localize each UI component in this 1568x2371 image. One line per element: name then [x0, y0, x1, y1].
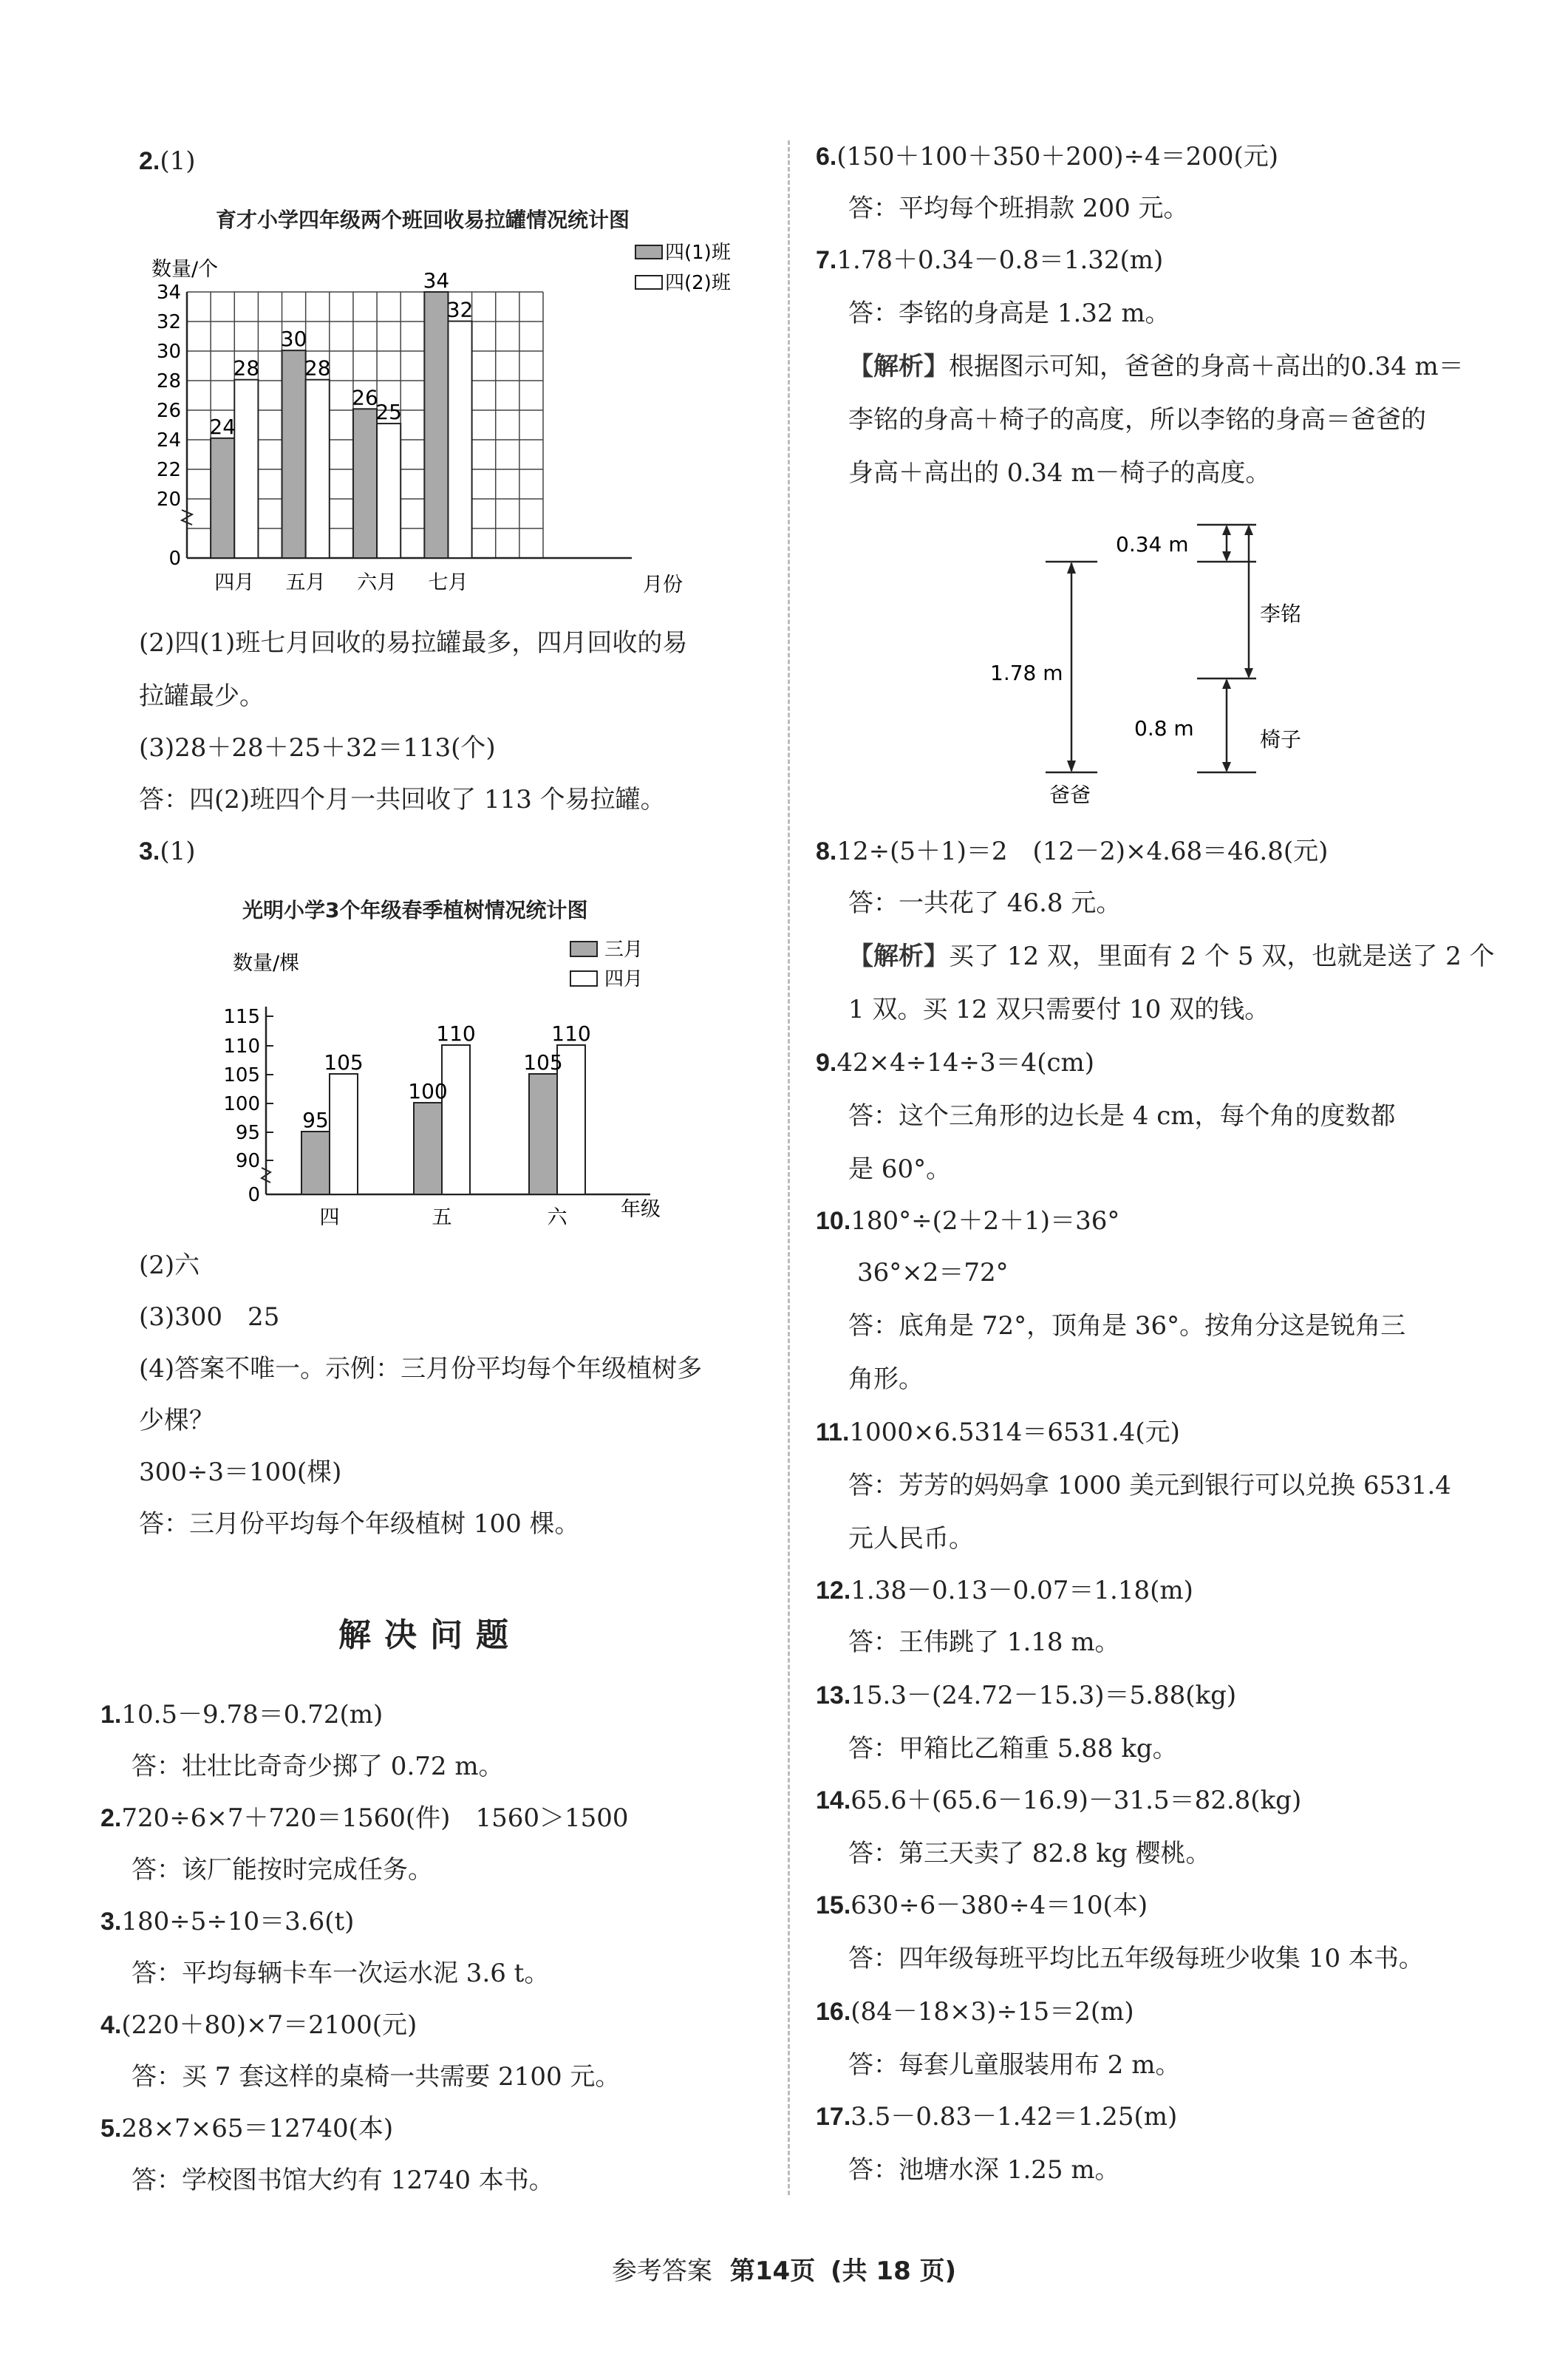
- q16-answer: 答：每套儿童服装用布 2 m。: [848, 2050, 1181, 2080]
- q7-analysis-line2: 李铭的身高＋椅子的高度，所以李铭的身高＝爸爸的: [848, 405, 1426, 435]
- left-item-2-number: 2.: [100, 1804, 122, 1832]
- q8-calc-text: 12÷(5＋1)＝2 (12－2)×4.68＝46.8(元): [836, 837, 1329, 866]
- q3-answer: 答：三月份平均每个年级植树 100 棵。: [139, 1509, 580, 1539]
- q9-calc: [816, 1047, 1094, 1079]
- q11-answer-line2: 元人民币。: [848, 1524, 974, 1554]
- chart1-x-tick-label: 五月: [285, 571, 326, 594]
- left-item-4-calc: [100, 2009, 417, 2041]
- chart1-data-label: 32: [446, 297, 474, 322]
- section-title-solve-problems: 解决问题: [338, 1616, 522, 1654]
- chart1-y-axis-label: 数量/个: [151, 258, 219, 281]
- left-item-4-answer: 答：买 7 套这样的桌椅一共需要 2100 元。: [132, 2062, 621, 2092]
- chart2-axis-break: [262, 1168, 270, 1183]
- height-diagram: [975, 517, 1345, 813]
- chart1-bar-class1: [211, 438, 234, 558]
- chart2-bar-march: [529, 1074, 557, 1194]
- q7-number: 7.: [816, 246, 837, 274]
- chart2-title: 光明小学3个年级春季植树情况统计图: [242, 898, 588, 922]
- chart1-x-axis-label: 月份: [643, 574, 683, 596]
- chart2-data-label: 100: [408, 1079, 448, 1103]
- chart2-bar-march: [414, 1103, 442, 1194]
- chart2-plot: [222, 924, 695, 1234]
- dad-label: 爸爸: [1049, 783, 1091, 807]
- chart2-x-tick-label: 四: [319, 1206, 340, 1229]
- q12-calc: [816, 1574, 1193, 1607]
- q6-answer: 答：平均每个班捐款 200 元。: [848, 194, 1189, 223]
- chart2-y-axis-label: 数量/棵: [233, 952, 300, 975]
- chart2-x-tick-label: 五: [432, 1206, 452, 1229]
- q9-answer-line2: 是 60°。: [848, 1154, 952, 1184]
- q16-calc-text: (84－18×3)÷15＝2(m): [851, 1997, 1134, 2027]
- chart2-y-tick-label: 105: [223, 1064, 260, 1086]
- chart2-legend-label-2: 四月: [604, 968, 644, 990]
- chart1-data-label: 26: [352, 385, 378, 410]
- chart2-y-tick-label: 0: [248, 1184, 260, 1206]
- chart2-y-tick-label: 90: [235, 1150, 260, 1172]
- li-ming-label: 李铭: [1260, 602, 1302, 626]
- chart1-bar-class2: [448, 322, 471, 558]
- left-item-2-calc-text: 720÷6×7＋720＝1560(件) 1560＞1500: [121, 1803, 629, 1833]
- q3-number: 3.: [139, 837, 160, 865]
- q3-part4-line1: (4)答案不唯一。示例：三月份平均每个年级植树多: [139, 1354, 703, 1384]
- q12-answer: 答：王伟跳了 1.18 m。: [848, 1627, 1120, 1657]
- chart2-y-tick-label: 95: [235, 1122, 260, 1144]
- chart1-x-tick-label: 六月: [357, 571, 398, 594]
- q9-calc-text: 42×4÷14÷3＝4(cm): [836, 1048, 1095, 1078]
- chart1-y-tick-label: 0: [168, 548, 181, 570]
- q15-answer: 答：四年级每班平均比五年级每班少收集 10 本书。: [848, 1944, 1424, 1973]
- chart2-legend-swatch-2: [570, 971, 597, 986]
- chart1-y-tick-label: 28: [156, 370, 181, 392]
- q7-answer: 答：李铭的身高是 1.32 m。: [848, 299, 1170, 328]
- chart2-legend-swatch-1: [570, 942, 597, 956]
- q6-calc-text: (150＋100＋350＋200)÷4＝200(元): [836, 142, 1279, 171]
- q7-analysis-text1: 根据图示可知，爸爸的身高＋高出的0.34 m＝: [949, 352, 1464, 381]
- chart1-y-tick-label: 30: [156, 341, 181, 363]
- chart1-x-tick-label: 四月: [214, 571, 255, 594]
- chart1-y-tick-label: 32: [156, 311, 181, 333]
- q3-part3: (3)300 25: [139, 1302, 280, 1332]
- q2-part3: (3)28＋28＋25＋32＝113(个): [139, 733, 496, 763]
- left-item-4-number: 4.: [100, 2011, 122, 2039]
- q3-part1-label: (1): [160, 837, 196, 866]
- q8-answer: 答：一共花了 46.8 元。: [848, 888, 1122, 918]
- chart1-y-tick-label: 20: [156, 489, 181, 511]
- footer-total-pages: (共 18 页): [831, 2256, 957, 2286]
- left-item-5-number: 5.: [100, 2115, 122, 2143]
- chart1-axis-break: [182, 510, 192, 525]
- q7-analysis-line3: 身高＋高出的 0.34 m－椅子的高度。: [848, 458, 1271, 488]
- q8-analysis-line1: [848, 940, 1495, 973]
- q10-calc-text: 180°÷(2＋2＋1)＝36°: [851, 1206, 1120, 1236]
- chart2-data-label: 110: [436, 1021, 476, 1046]
- q6-calc: [816, 140, 1278, 173]
- q2-header: [139, 145, 196, 177]
- chart1-bar-class2: [234, 380, 258, 558]
- q15-number: 15.: [816, 1891, 851, 1919]
- q10-calc2: 36°×2＝72°: [857, 1258, 1009, 1287]
- q11-calc: [816, 1416, 1180, 1449]
- chart2-bar-april: [330, 1074, 358, 1194]
- q13-calc: [816, 1679, 1236, 1712]
- q3-part2: (2)六: [139, 1251, 200, 1280]
- chart2-y-tick-label: 100: [223, 1093, 260, 1115]
- left-item-3-calc: [100, 1905, 354, 1938]
- chart1-bar-class2: [306, 380, 330, 558]
- chart2-data-label: 105: [324, 1050, 364, 1075]
- q6-number: 6.: [816, 143, 837, 171]
- q3-header: [139, 835, 196, 868]
- q17-calc: [816, 2100, 1177, 2133]
- left-item-1-calc: [100, 1698, 383, 1731]
- q11-number: 11.: [816, 1418, 850, 1446]
- chart1-title: 育才小学四年级两个班回收易拉罐情况统计图: [216, 208, 630, 232]
- q10-answer-line1: 答：底角是 72°，顶角是 36°。按角分这是锐角三: [848, 1311, 1406, 1341]
- left-item-3-answer: 答：平均每辆卡车一次运水泥 3.6 t。: [132, 1959, 550, 1988]
- q7-analysis-tag: 【解析】: [848, 352, 949, 381]
- chair-height-label: 0.8 m: [1134, 716, 1194, 741]
- chart1-data-label: 28: [233, 356, 260, 381]
- q8-calc: [816, 835, 1328, 868]
- footer-page-number: 第14页: [729, 2256, 816, 2286]
- q11-calc-text: 1000×6.5314＝6531.4(元): [849, 1418, 1180, 1447]
- q15-calc-text: 630÷6－380÷4＝10(本): [851, 1891, 1148, 1920]
- chart2-x-tick-label: 六: [547, 1206, 567, 1229]
- chart2-data-label: 110: [551, 1021, 591, 1046]
- q2-answer: 答：四(2)班四个月一共回收了 113 个易拉罐。: [139, 785, 666, 814]
- page-footer: [0, 2251, 1568, 2287]
- left-item-3-number: 3.: [100, 1908, 122, 1936]
- chair-label: 椅子: [1260, 727, 1302, 752]
- q13-number: 13.: [816, 1681, 851, 1710]
- chart1-bar-class1: [353, 409, 377, 558]
- chart2-y-tick-label: 110: [223, 1035, 260, 1058]
- q17-number: 17.: [816, 2103, 851, 2131]
- q15-calc: [816, 1889, 1148, 1922]
- q7-calc: [816, 244, 1163, 276]
- q8-analysis-text1: 买了 12 双，里面有 2 个 5 双，也就是送了 2 个: [949, 942, 1495, 971]
- q3-part4-line2: 少棵？: [139, 1406, 214, 1435]
- q17-calc-text: 3.5－0.83－1.42＝1.25(m): [851, 2102, 1178, 2132]
- q8-analysis-tag: 【解析】: [848, 942, 949, 971]
- chart1-legend-swatch-2: [635, 276, 662, 289]
- chart1-data-label: 28: [304, 356, 331, 381]
- dad-height-label: 1.78 m: [990, 661, 1063, 685]
- left-item-2-calc: [100, 1802, 629, 1834]
- chart1-data-label: 30: [280, 327, 307, 352]
- q9-answer-line1: 答：这个三角形的边长是 4 cm，每个角的度数都: [848, 1101, 1396, 1131]
- q3-calc: 300÷3＝100(棵): [139, 1457, 342, 1487]
- q10-calc: [816, 1205, 1119, 1237]
- q10-answer-line2: 角形。: [848, 1364, 924, 1394]
- chart2-x-axis-label: 年级: [621, 1198, 661, 1221]
- q10-number: 10.: [816, 1207, 851, 1235]
- q14-number: 14.: [816, 1786, 851, 1814]
- q2-number: 2.: [139, 147, 160, 175]
- chart1-bar-class1: [282, 350, 306, 558]
- chart2-bar-march: [301, 1132, 330, 1194]
- chart1-y-tick-label: 26: [156, 400, 181, 422]
- q14-calc-text: 65.6＋(65.6－16.9)－31.5＝82.8(kg): [851, 1786, 1302, 1815]
- q2-part2-line1: (2)四(1)班七月回收的易拉罐最多，四月回收的易: [139, 628, 688, 658]
- q17-answer: 答：池塘水深 1.25 m。: [848, 2155, 1120, 2185]
- chart1-bar-class2: [377, 423, 400, 558]
- chart1-y-tick-label: 24: [156, 429, 181, 452]
- q9-number: 9.: [816, 1049, 837, 1077]
- q7-analysis-line1: [848, 350, 1464, 383]
- chart1-y-tick-label: 22: [156, 459, 181, 481]
- q8-analysis-line2: 1 双。买 12 双只需要付 10 双的钱。: [848, 995, 1270, 1024]
- chart2-legend-label-1: 三月: [604, 939, 644, 961]
- footer-label: 参考答案: [611, 2256, 712, 2286]
- q13-calc-text: 15.3－(24.72－15.3)＝5.88(kg): [851, 1681, 1237, 1710]
- left-item-3-calc-text: 180÷5÷10＝3.6(t): [121, 1907, 355, 1936]
- chart1-legend-swatch-1: [635, 245, 662, 259]
- column-divider: [788, 140, 790, 2195]
- chart1-legend-label-2: 四(2)班: [665, 272, 731, 294]
- q16-number: 16.: [816, 1998, 851, 2026]
- left-item-1-number: 1.: [100, 1701, 122, 1729]
- chart1-data-label: 24: [209, 414, 236, 439]
- left-item-1-calc-text: 10.5－9.78＝0.72(m): [121, 1700, 384, 1729]
- chart1-data-label: 25: [375, 400, 402, 425]
- q12-calc-text: 1.38－0.13－0.07＝1.18(m): [851, 1576, 1193, 1605]
- extra-height-label: 0.34 m: [1116, 532, 1189, 557]
- chart1-plot: [133, 229, 783, 606]
- left-item-2-answer: 答：该厂能按时完成任务。: [132, 1855, 433, 1885]
- chart2-y-tick-label: 115: [223, 1006, 260, 1028]
- q14-answer: 答：第三天卖了 82.8 kg 樱桃。: [848, 1839, 1211, 1868]
- chart2-data-label: 95: [302, 1108, 329, 1132]
- q13-answer: 答：甲箱比乙箱重 5.88 kg。: [848, 1734, 1178, 1763]
- q16-calc: [816, 1996, 1134, 2028]
- q8-number: 8.: [816, 837, 837, 865]
- q12-number: 12.: [816, 1576, 851, 1605]
- left-item-5-calc: [100, 2112, 393, 2145]
- chart1-legend-label-1: 四(1)班: [665, 242, 731, 264]
- q7-calc-text: 1.78＋0.34－0.8＝1.32(m): [836, 245, 1164, 275]
- chart1-y-tick-label: 34: [156, 282, 181, 304]
- chart1-bar-class1: [424, 292, 448, 558]
- left-item-4-calc-text: (220＋80)×7＝2100(元): [121, 2010, 417, 2040]
- chart2-data-label: 105: [523, 1050, 563, 1075]
- q11-answer-line1: 答：芳芳的妈妈拿 1000 美元到银行可以兑换 6531.4: [848, 1471, 1451, 1500]
- left-item-5-calc-text: 28×7×65＝12740(本): [121, 2114, 394, 2143]
- q2-part2-line2: 拉罐最少。: [139, 681, 265, 711]
- q2-part1-label: (1): [160, 146, 196, 176]
- left-item-5-answer: 答：学校图书馆大约有 12740 本书。: [132, 2166, 554, 2195]
- chart1-data-label: 34: [423, 268, 450, 293]
- chart2-bar-april: [442, 1045, 470, 1194]
- q14-calc: [816, 1784, 1301, 1817]
- chart1-x-tick-label: 七月: [428, 571, 468, 594]
- left-item-1-answer: 答：壮壮比奇奇少掷了 0.72 m。: [132, 1752, 504, 1781]
